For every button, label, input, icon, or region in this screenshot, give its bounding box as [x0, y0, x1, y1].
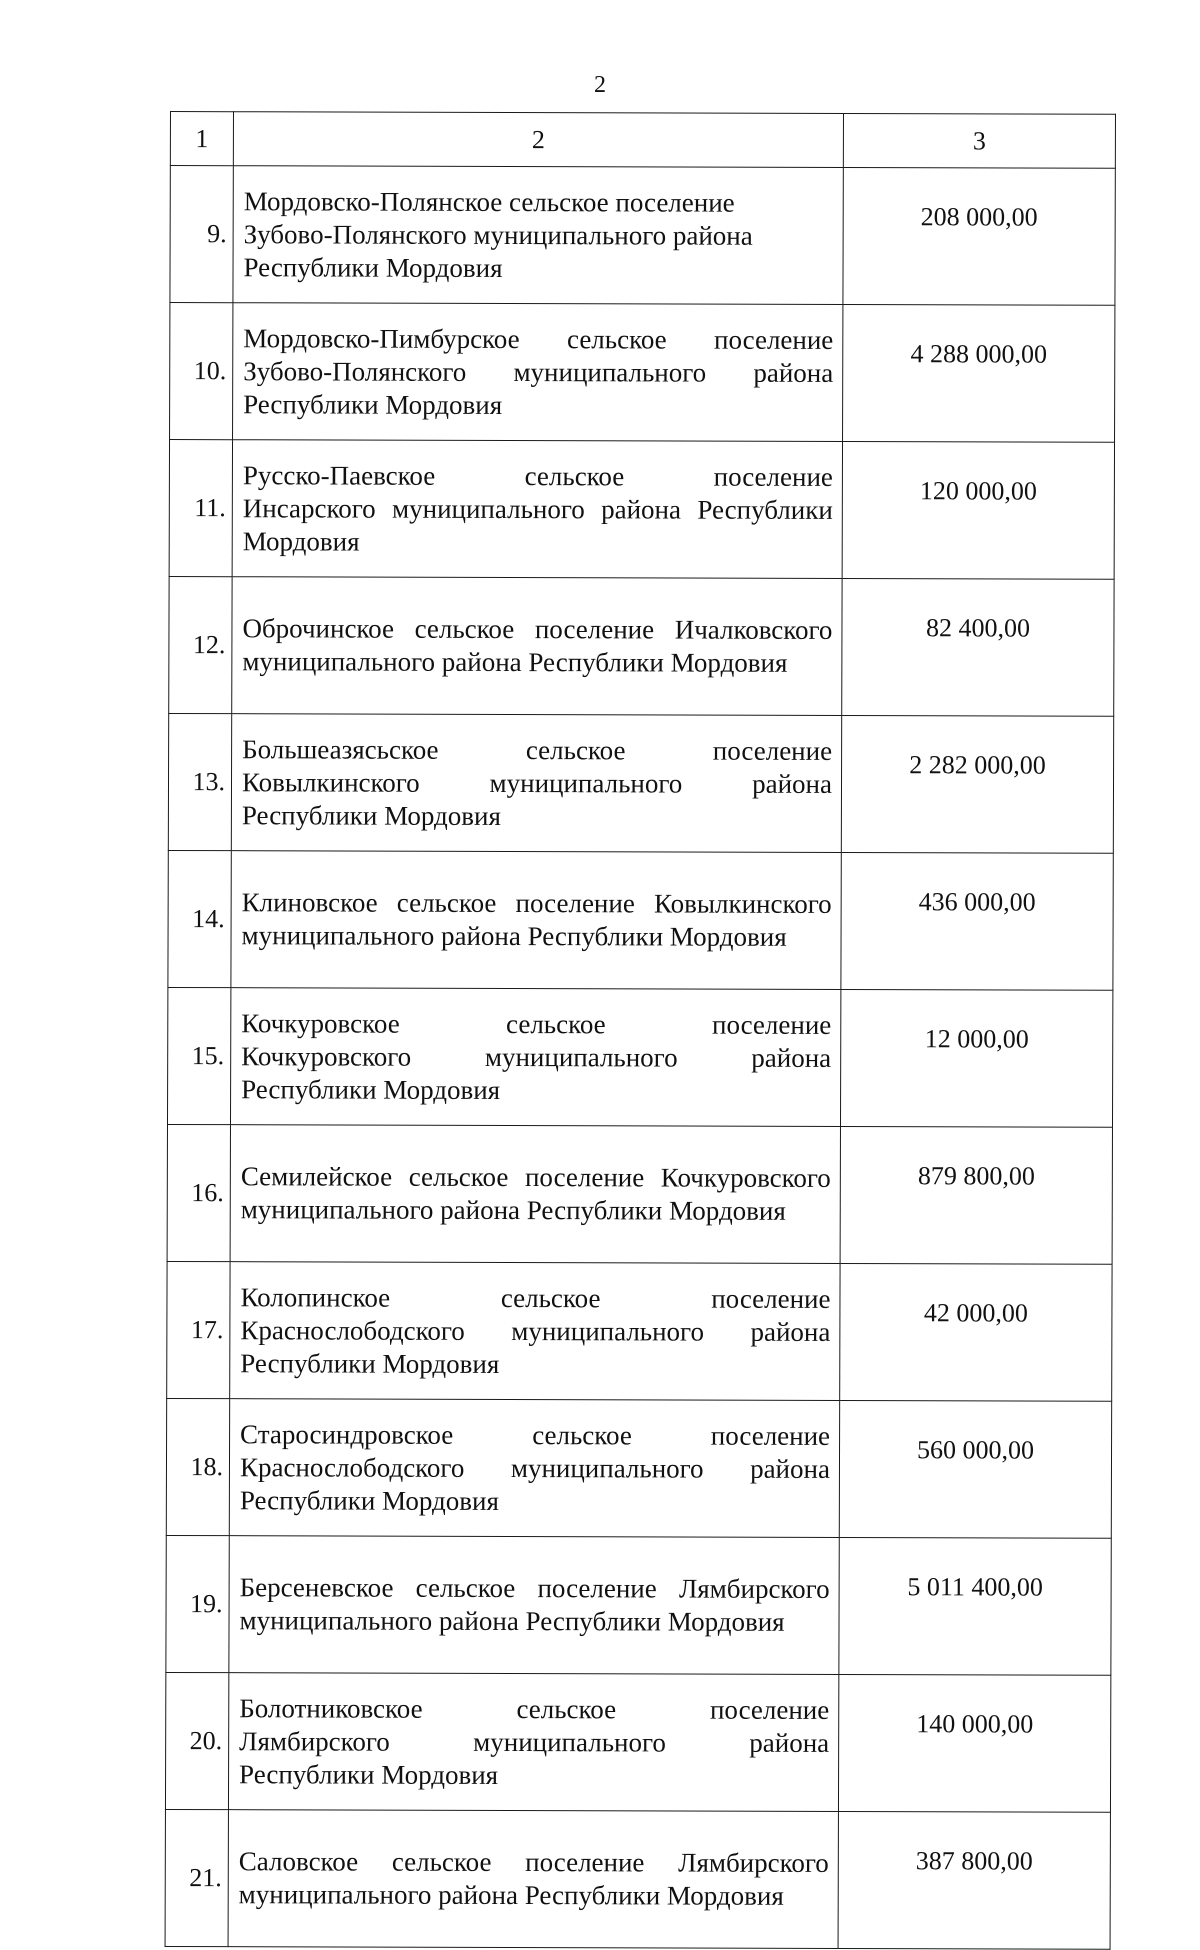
settlement-name-line: муниципального района Республики Мордовия — [238, 1879, 784, 1911]
settlement-name-line: Клиновское сельское поселение Ковылкинского — [241, 887, 832, 919]
settlement-name-line: Инсарского муниципального района Республики — [242, 492, 833, 525]
table-row — [167, 1124, 1112, 1264]
settlement-name — [231, 714, 841, 853]
settlement-name-line: Болотниковское сельское поселение — [239, 1692, 830, 1725]
amount-value: 2 282 000,00 — [841, 715, 1113, 853]
table-body — [165, 112, 1115, 1950]
row-number: 10. — [170, 303, 233, 440]
settlement-name — [233, 303, 843, 442]
settlement-name-line: Республики Мордовия — [239, 1484, 499, 1516]
row-number: 13. — [168, 713, 231, 850]
settlement-name-line: Республики Мордовия — [240, 1347, 500, 1379]
row-number: 16. — [167, 1124, 230, 1261]
settlement-name-line: Русско-Паевское сельское поселение — [242, 459, 833, 492]
settlement-name-line: Старосиндровское сельское поселение — [240, 1418, 831, 1451]
settlement-name-line: Республики Мордовия — [241, 1073, 501, 1105]
amount-value: 120 000,00 — [842, 441, 1114, 579]
settlement-name-line: муниципального района Республики Мордовия — [241, 920, 787, 952]
settlement-name-line: муниципального района Республики Мордовия — [242, 646, 788, 678]
table-row — [168, 713, 1113, 853]
table-row — [168, 850, 1113, 990]
page-number: 2 — [594, 72, 606, 98]
settlement-name-line: Кочкуровского муниципального района — [241, 1040, 832, 1073]
settlement-name-line: Ковылкинского муниципального района — [241, 766, 833, 799]
settlement-name — [228, 1673, 838, 1812]
settlement-name-line: Кочкуровское сельское поселение — [241, 1007, 832, 1040]
settlement-name — [232, 577, 842, 716]
settlement-name — [229, 1536, 839, 1675]
row-number: 17. — [167, 1261, 230, 1398]
row-number: 9. — [170, 166, 233, 303]
amount-value: 436 000,00 — [841, 852, 1113, 990]
row-number: 11. — [169, 440, 232, 577]
table-row — [167, 987, 1112, 1127]
table-header-row — [170, 112, 1115, 169]
settlement-name — [233, 166, 843, 305]
table-row — [167, 1261, 1112, 1401]
settlement-name-line: муниципального района Республики Мордовия — [240, 1194, 786, 1226]
amount-value: 879 800,00 — [840, 1126, 1112, 1264]
settlement-name-line: Лямбирского муниципального района — [239, 1725, 830, 1758]
settlement-name-line: муниципального района Республики Мордовия — [239, 1605, 785, 1637]
settlement-name — [229, 1399, 839, 1538]
settlement-name-line: Мордовско-Пимбурское сельское поселение — [243, 322, 834, 355]
column-header-1: 1 — [170, 112, 233, 166]
table-row — [169, 440, 1114, 580]
settlement-name — [230, 1125, 840, 1264]
amount-value: 208 000,00 — [843, 167, 1115, 305]
table-row — [165, 1672, 1110, 1812]
row-number: 21. — [165, 1809, 228, 1946]
settlement-name — [232, 440, 842, 579]
settlement-name-line: Берсеневское сельское поселение Лямбирского — [239, 1572, 830, 1604]
table-row — [166, 1398, 1111, 1538]
settlement-name — [230, 1262, 840, 1401]
table-row — [170, 166, 1115, 306]
amount-value: 82 400,00 — [842, 578, 1114, 716]
settlement-name — [231, 851, 841, 990]
row-number: 19. — [166, 1535, 229, 1672]
table-row — [166, 1535, 1111, 1675]
settlement-name-line: Краснослободского муниципального района — [239, 1451, 831, 1484]
settlements-table — [165, 111, 1116, 1950]
settlement-name-line: Зубово-Полянского муниципального района — [243, 355, 834, 388]
table-row — [170, 303, 1115, 443]
settlement-name-line: Большеазясьское сельское поселение — [242, 733, 833, 766]
amount-value: 140 000,00 — [838, 1674, 1110, 1812]
settlement-name-line: Саловское сельское поселение Лямбирского — [238, 1846, 829, 1878]
settlement-name — [228, 1810, 838, 1949]
column-header-2: 2 — [233, 112, 843, 168]
settlement-name-line: Зубово-Полянского муниципального района — [243, 218, 753, 251]
settlement-name-line: Республики Мордовия — [241, 799, 501, 831]
settlement-name-line: Мордовия — [242, 525, 360, 557]
settlement-name-line: Колопинское сельское поселение — [240, 1281, 831, 1314]
amount-value: 387 800,00 — [838, 1811, 1110, 1949]
column-header-3: 3 — [843, 113, 1115, 168]
amount-value: 560 000,00 — [839, 1400, 1111, 1538]
row-number: 18. — [166, 1398, 229, 1535]
settlement-name-line: Мордовско-Полянское сельское поселение — [243, 185, 735, 218]
settlement-name-line: Семилейское сельское поселение Кочкуровского — [240, 1161, 831, 1193]
row-number: 15. — [167, 987, 230, 1124]
amount-value: 12 000,00 — [840, 989, 1112, 1127]
amount-value: 42 000,00 — [840, 1263, 1112, 1401]
settlement-name-line: Республики Мордовия — [243, 388, 503, 420]
row-number: 12. — [169, 576, 232, 713]
settlement-name-line: Республики Мордовия — [239, 1758, 499, 1790]
settlement-name — [230, 988, 840, 1127]
settlement-name-line: Оброчинское сельское поселение Ичалковского — [242, 613, 833, 645]
row-number: 14. — [168, 850, 231, 987]
table-row — [165, 1809, 1110, 1949]
settlement-name-line: Краснослободского муниципального района — [240, 1314, 831, 1347]
amount-value: 4 288 000,00 — [843, 304, 1115, 442]
amount-value: 5 011 400,00 — [839, 1537, 1111, 1675]
settlement-name-line: Республики Мордовия — [243, 251, 503, 283]
row-number: 20. — [165, 1672, 228, 1809]
table-row — [169, 576, 1114, 716]
